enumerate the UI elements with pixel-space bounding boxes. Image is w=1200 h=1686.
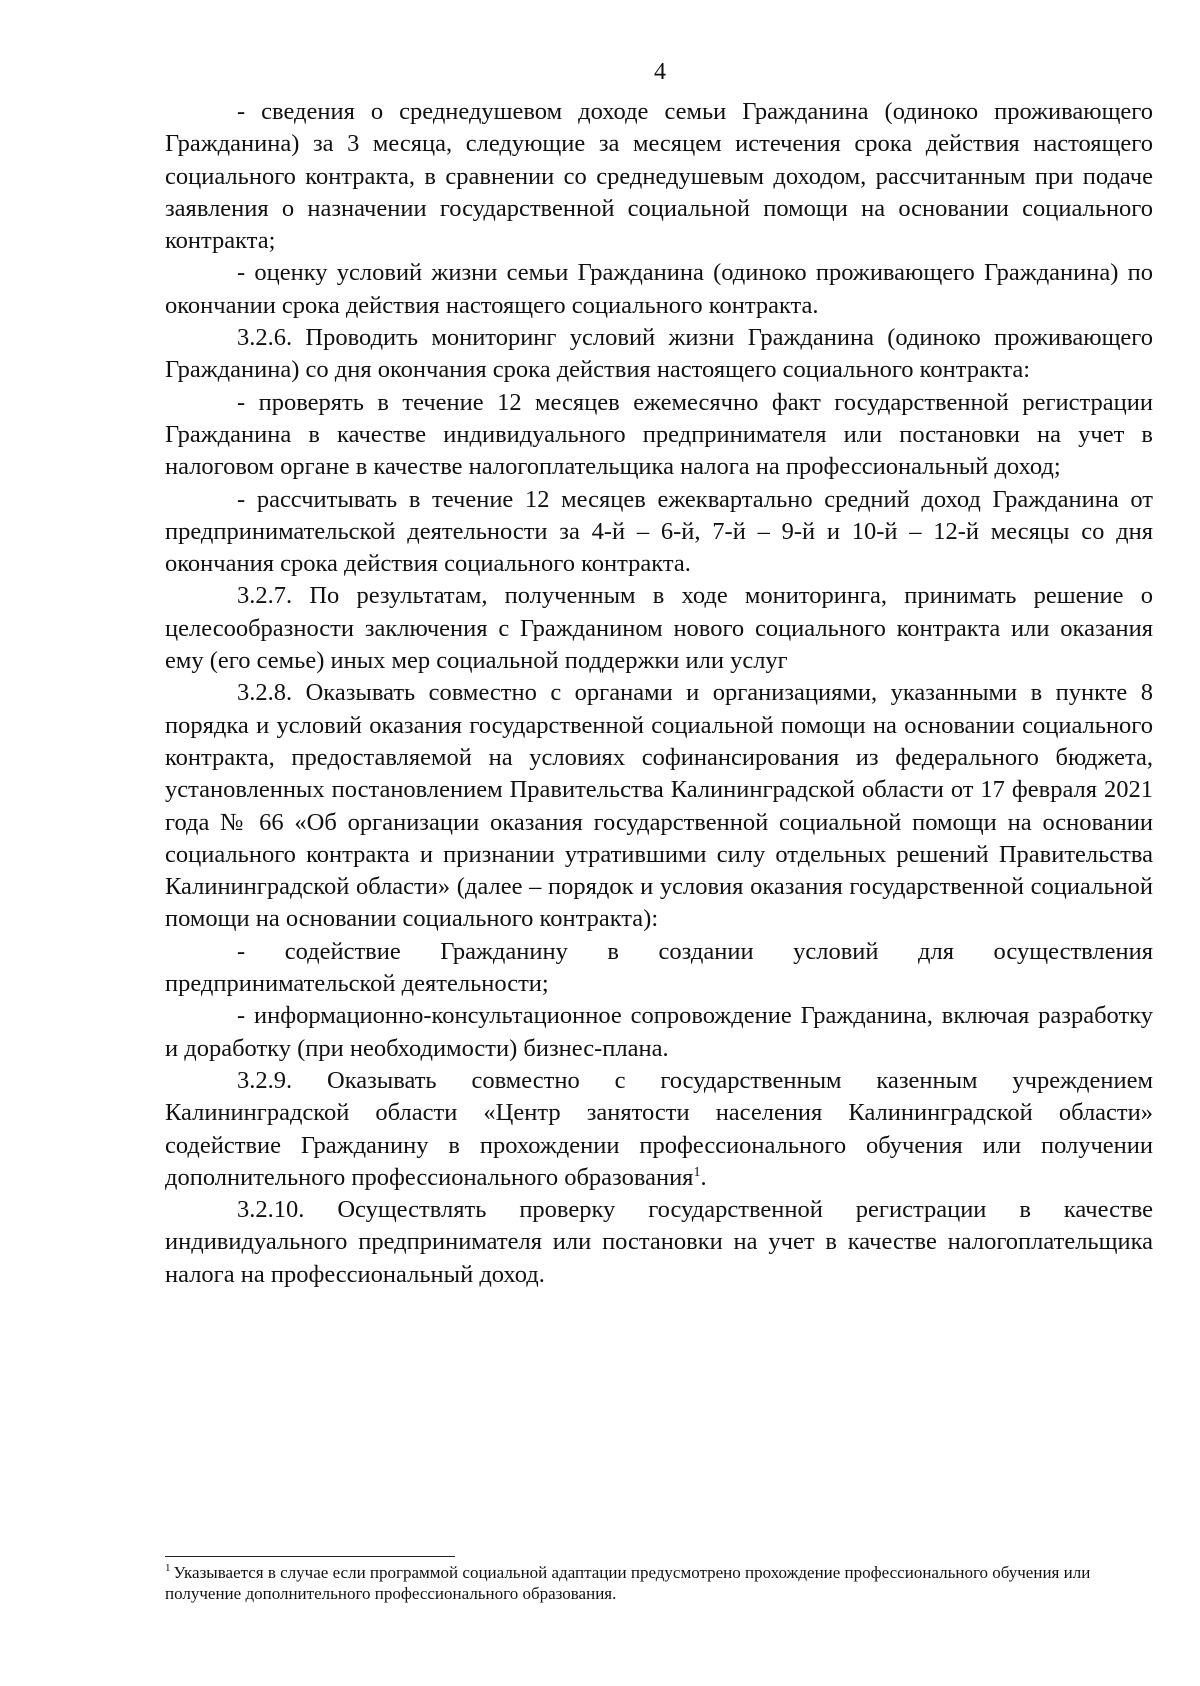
paragraph-3-2-10: 3.2.10. Осуществлять проверку государственной регистрации в качестве индивидуального предпринимателя или постановки на учет в качестве налогоплательщика налога на профессиональный доход. (165, 1196, 1153, 1288)
footnote-marker: 1 (165, 1562, 171, 1575)
paragraph-3-2-9 (165, 1065, 1153, 1194)
paragraph-income-info: - сведения о среднедушевом доходе семьи Гражданина (одиноко проживающего Гражданина) за 3 месяца, следующие за месяцем истечения срока действия настоящего социального контракта, в сравнении со среднедушевым доходом, рассчитанным при подаче заявления о назначении государственной социальной помощи на основании социального контракта; (165, 98, 1153, 255)
footnote-separator (165, 1556, 455, 1557)
paragraph-assistance: - содействие Гражданину в создании условий для осуществления предпринимательской деятельности; (165, 937, 1153, 998)
paragraph-consulting-support: - информационно-консультационное сопровождение Гражданина, включая разработку и доработку (при необходимости) бизнес-плана. (165, 1002, 1153, 1062)
paragraph-3-2-9-text: 3.2.9. Оказывать совместно с государственным казенным учреждением Калининградской области «Центр занятости населения Калининградской области» содействие Гражданину в прохождении профессионального обучения или получении дополнительного профессионального образования (165, 1066, 1153, 1191)
footnote-reference: 1 (693, 1164, 701, 1180)
footnote-text: Указывается в случае если программой социальной адаптации предусмотрено прохождение профессионального обучения или получение дополнительного профессионального образования. (165, 1563, 1091, 1603)
paragraph-3-2-6: 3.2.6. Проводить мониторинг условий жизни Гражданина (одиноко проживающего Гражданина) со дня окончания срока действия настоящего социального контракта: (165, 324, 1153, 384)
page-number: 4 (654, 59, 666, 85)
paragraph-check-registration: - проверять в течение 12 месяцев ежемесячно факт государственной регистрации Гражданина в качестве индивидуального предпринимателя или постановки на учет в налоговом органе в качестве налогоплательщика налога на профессиональный доход; (165, 388, 1153, 481)
paragraph-living-conditions: - оценку условий жизни семьи Гражданина (одиноко проживающего Гражданина) по окончании срока действия настоящего социального контракта. (165, 259, 1153, 319)
paragraph-3-2-8: 3.2.8. Оказывать совместно с органами и организациями, указанными в пункте 8 порядка и условий оказания государственной социальной помощи на основании социального контракта, предоставляемой на условиях софинансирования из федерального бюджета, установленных постановлением Правительства Калининградской области от 17 февраля 2021 года № 66 «Об организации оказания государственной социальной помощи на основании социального контракта и признании утратившими силу отдельных решений Правительства Калининградской области» (далее – порядок и условия оказания государственной социальной помощи на основании социального контракта): (165, 679, 1153, 933)
paragraph-3-2-9-end: . (700, 1163, 707, 1191)
document-body (165, 96, 1153, 1291)
paragraph-3-2-7: 3.2.7. По результатам, полученным в ходе мониторинга, принимать решение о целесообразности заключения с Гражданином нового социального контракта или оказания ему (его семье) иных мер социальной поддержки или услуг (165, 582, 1153, 675)
paragraph-calculate-income: - рассчитывать в течение 12 месяцев ежеквартально средний доход Гражданина от предпринимательской деятельности за 4-й – 6-й, 7-й – 9-й и 10-й – 12-й месяцы со дня окончания срока действия социального контракта. (165, 485, 1153, 578)
footnote (165, 1562, 1153, 1604)
